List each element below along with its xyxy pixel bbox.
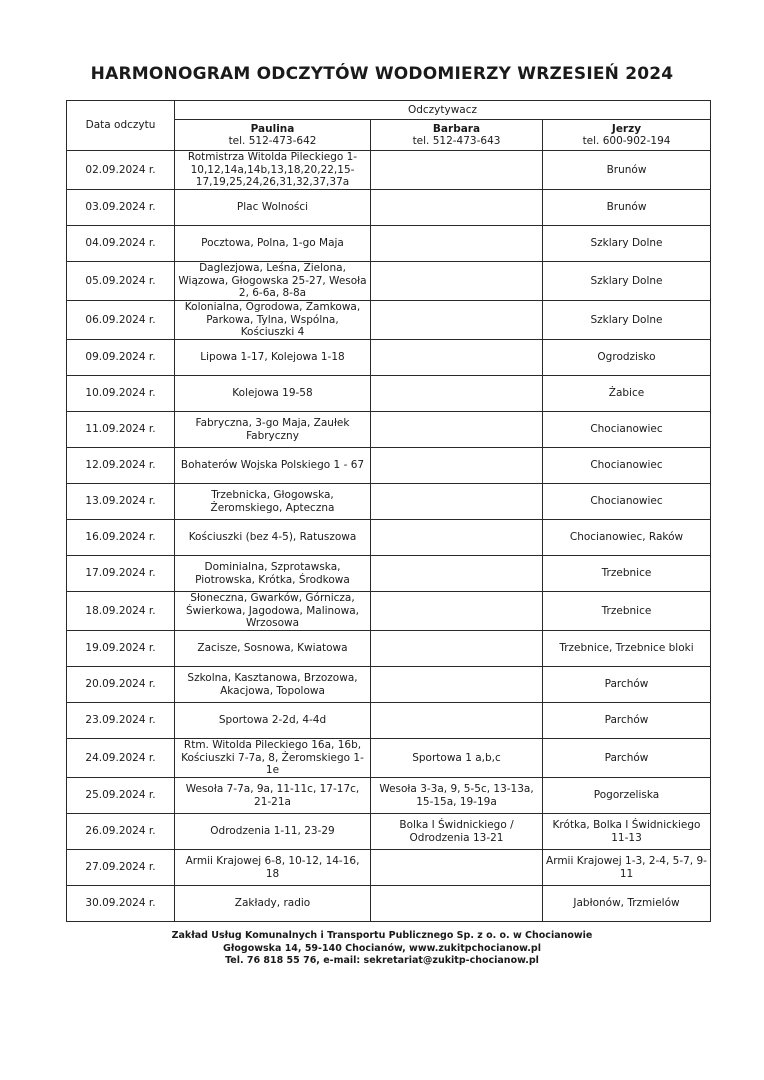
barbara-cell: Sportowa 1 a,b,c — [371, 739, 543, 778]
barbara-cell — [371, 703, 543, 739]
jerzy-cell: Parchów — [543, 739, 711, 778]
barbara-cell — [371, 556, 543, 592]
paulina-cell: Trzebnicka, Głogowska, Żeromskiego, Apteczna — [175, 484, 371, 520]
reader-group-header: Odczytywacz — [175, 101, 711, 120]
footer-company: Zakład Usług Komunalnych i Transportu Publicznego Sp. z o. o. w Chocianowie — [171, 930, 593, 941]
paulina-cell: Plac Wolności — [175, 190, 371, 226]
jerzy-cell: Chocianowiec — [543, 412, 711, 448]
date-cell: 20.09.2024 r. — [67, 667, 175, 703]
jerzy-cell: Parchów — [543, 667, 711, 703]
reader-phone: tel. 600-902-194 — [582, 135, 671, 147]
jerzy-cell: Jabłonów, Trzmielów — [543, 886, 711, 922]
table-row — [67, 850, 711, 886]
date-cell: 04.09.2024 r. — [67, 226, 175, 262]
jerzy-cell: Ogrodzisko — [543, 340, 711, 376]
barbara-cell — [371, 631, 543, 667]
table-row — [67, 592, 711, 631]
jerzy-cell: Trzebnice — [543, 592, 711, 631]
date-cell: 10.09.2024 r. — [67, 376, 175, 412]
date-cell: 25.09.2024 r. — [67, 778, 175, 814]
table-row — [67, 262, 711, 301]
jerzy-cell: Żabice — [543, 376, 711, 412]
table-row — [67, 703, 711, 739]
paulina-cell: Odrodzenia 1-11, 23-29 — [175, 814, 371, 850]
paulina-cell: Wesoła 7-7a, 9a, 11-11c, 17-17c, 21-21a — [175, 778, 371, 814]
jerzy-cell: Trzebnice — [543, 556, 711, 592]
barbara-cell: Wesoła 3-3a, 9, 5-5c, 13-13a, 15-15a, 19-19a — [371, 778, 543, 814]
date-cell: 18.09.2024 r. — [67, 592, 175, 631]
reader-header-paulina — [175, 120, 371, 151]
date-cell: 06.09.2024 r. — [67, 301, 175, 340]
barbara-cell — [371, 850, 543, 886]
barbara-cell — [371, 151, 543, 190]
paulina-cell: Lipowa 1-17, Kolejowa 1-18 — [175, 340, 371, 376]
barbara-cell — [371, 301, 543, 340]
table-row — [67, 190, 711, 226]
jerzy-cell: Szklary Dolne — [543, 262, 711, 301]
reader-header-jerzy — [543, 120, 711, 151]
paulina-cell: Kolejowa 19-58 — [175, 376, 371, 412]
table-row — [67, 814, 711, 850]
date-cell: 16.09.2024 r. — [67, 520, 175, 556]
date-cell: 17.09.2024 r. — [67, 556, 175, 592]
paulina-cell: Rotmistrza Witolda Pileckiego 1-10,12,14a,14b,13,18,20,22,15-17,19,25,24,26,31,32,37,37a — [175, 151, 371, 190]
barbara-cell — [371, 190, 543, 226]
barbara-cell — [371, 340, 543, 376]
jerzy-cell: Brunów — [543, 151, 711, 190]
jerzy-cell: Chocianowiec — [543, 448, 711, 484]
date-cell: 02.09.2024 r. — [67, 151, 175, 190]
table-row — [67, 556, 711, 592]
paulina-cell: Armii Krajowej 6-8, 10-12, 14-16, 18 — [175, 850, 371, 886]
paulina-cell: Zacisze, Sosnowa, Kwiatowa — [175, 631, 371, 667]
jerzy-cell: Trzebnice, Trzebnice bloki — [543, 631, 711, 667]
paulina-cell: Rtm. Witolda Pileckiego 16a, 16b, Kościuszki 7-7a, 8, Żeromskiego 1-1e — [175, 739, 371, 778]
jerzy-cell: Chocianowiec — [543, 484, 711, 520]
paulina-cell: Szkolna, Kasztanowa, Brzozowa, Akacjowa, Topolowa — [175, 667, 371, 703]
table-row — [67, 448, 711, 484]
date-cell: 11.09.2024 r. — [67, 412, 175, 448]
reader-header-barbara — [371, 120, 543, 151]
date-cell: 13.09.2024 r. — [67, 484, 175, 520]
jerzy-cell: Szklary Dolne — [543, 301, 711, 340]
date-cell: 05.09.2024 r. — [67, 262, 175, 301]
barbara-cell: Bolka I Świdnickiego / Odrodzenia 13-21 — [371, 814, 543, 850]
jerzy-cell: Parchów — [543, 703, 711, 739]
date-cell: 26.09.2024 r. — [67, 814, 175, 850]
reader-phone: tel. 512-473-643 — [412, 135, 501, 147]
table-row — [67, 226, 711, 262]
table-row — [67, 886, 711, 922]
schedule-rows — [67, 151, 711, 922]
reader-phone: tel. 512-473-642 — [228, 135, 317, 147]
paulina-cell: Kościuszki (bez 4-5), Ratuszowa — [175, 520, 371, 556]
schedule-table — [66, 100, 711, 922]
date-column-header: Data odczytu — [67, 101, 175, 151]
table-row — [67, 667, 711, 703]
footer — [0, 930, 764, 968]
paulina-cell: Daglezjowa, Leśna, Zielona, Wiązowa, Głogowska 25-27, Wesoła 2, 6-6a, 8-8a — [175, 262, 371, 301]
table-row — [67, 412, 711, 448]
paulina-cell: Zakłady, radio — [175, 886, 371, 922]
barbara-cell — [371, 520, 543, 556]
jerzy-cell: Chocianowiec, Raków — [543, 520, 711, 556]
barbara-cell — [371, 484, 543, 520]
barbara-cell — [371, 667, 543, 703]
reader-name: Paulina — [250, 122, 295, 135]
date-cell: 03.09.2024 r. — [67, 190, 175, 226]
barbara-cell — [371, 226, 543, 262]
date-cell: 09.09.2024 r. — [67, 340, 175, 376]
jerzy-cell: Szklary Dolne — [543, 226, 711, 262]
table-row — [67, 778, 711, 814]
table-row — [67, 631, 711, 667]
table-row — [67, 484, 711, 520]
paulina-cell: Kolonialna, Ogrodowa, Zamkowa, Parkowa, Tylna, Wspólna, Kościuszki 4 — [175, 301, 371, 340]
jerzy-cell: Armii Krajowej 1-3, 2-4, 5-7, 9-11 — [543, 850, 711, 886]
date-cell: 24.09.2024 r. — [67, 739, 175, 778]
barbara-cell — [371, 448, 543, 484]
date-cell: 23.09.2024 r. — [67, 703, 175, 739]
reader-name: Jerzy — [611, 122, 642, 135]
footer-contact: Tel. 76 818 55 76, e-mail: sekretariat@zukitp-chocianow.pl — [225, 955, 539, 966]
page-title: HARMONOGRAM ODCZYTÓW WODOMIERZY WRZESIEŃ 2024 — [90, 64, 674, 84]
paulina-cell: Dominialna, Szprotawska, Piotrowska, Krótka, Środkowa — [175, 556, 371, 592]
barbara-cell — [371, 262, 543, 301]
jerzy-cell: Krótka, Bolka I Świdnickiego 11-13 — [543, 814, 711, 850]
paulina-cell: Sportowa 2-2d, 4-4d — [175, 703, 371, 739]
paulina-cell: Fabryczna, 3-go Maja, Zaułek Fabryczny — [175, 412, 371, 448]
footer-address: Głogowska 14, 59-140 Chocianów, www.zukitpchocianow.pl — [223, 942, 541, 954]
barbara-cell — [371, 412, 543, 448]
date-cell: 27.09.2024 r. — [67, 850, 175, 886]
reader-name: Barbara — [432, 122, 481, 135]
paulina-cell: Bohaterów Wojska Polskiego 1 - 67 — [175, 448, 371, 484]
table-row — [67, 340, 711, 376]
paulina-cell: Pocztowa, Polna, 1-go Maja — [175, 226, 371, 262]
table-row — [67, 739, 711, 778]
barbara-cell — [371, 886, 543, 922]
table-row — [67, 376, 711, 412]
date-cell: 19.09.2024 r. — [67, 631, 175, 667]
paulina-cell: Słoneczna, Gwarków, Górnicza, Świerkowa, Jagodowa, Malinowa, Wrzosowa — [175, 592, 371, 631]
date-cell: 12.09.2024 r. — [67, 448, 175, 484]
jerzy-cell: Pogorzeliska — [543, 778, 711, 814]
jerzy-cell: Brunów — [543, 190, 711, 226]
table-row — [67, 301, 711, 340]
date-cell: 30.09.2024 r. — [67, 886, 175, 922]
table-row — [67, 520, 711, 556]
table-row — [67, 151, 711, 190]
barbara-cell — [371, 592, 543, 631]
barbara-cell — [371, 376, 543, 412]
